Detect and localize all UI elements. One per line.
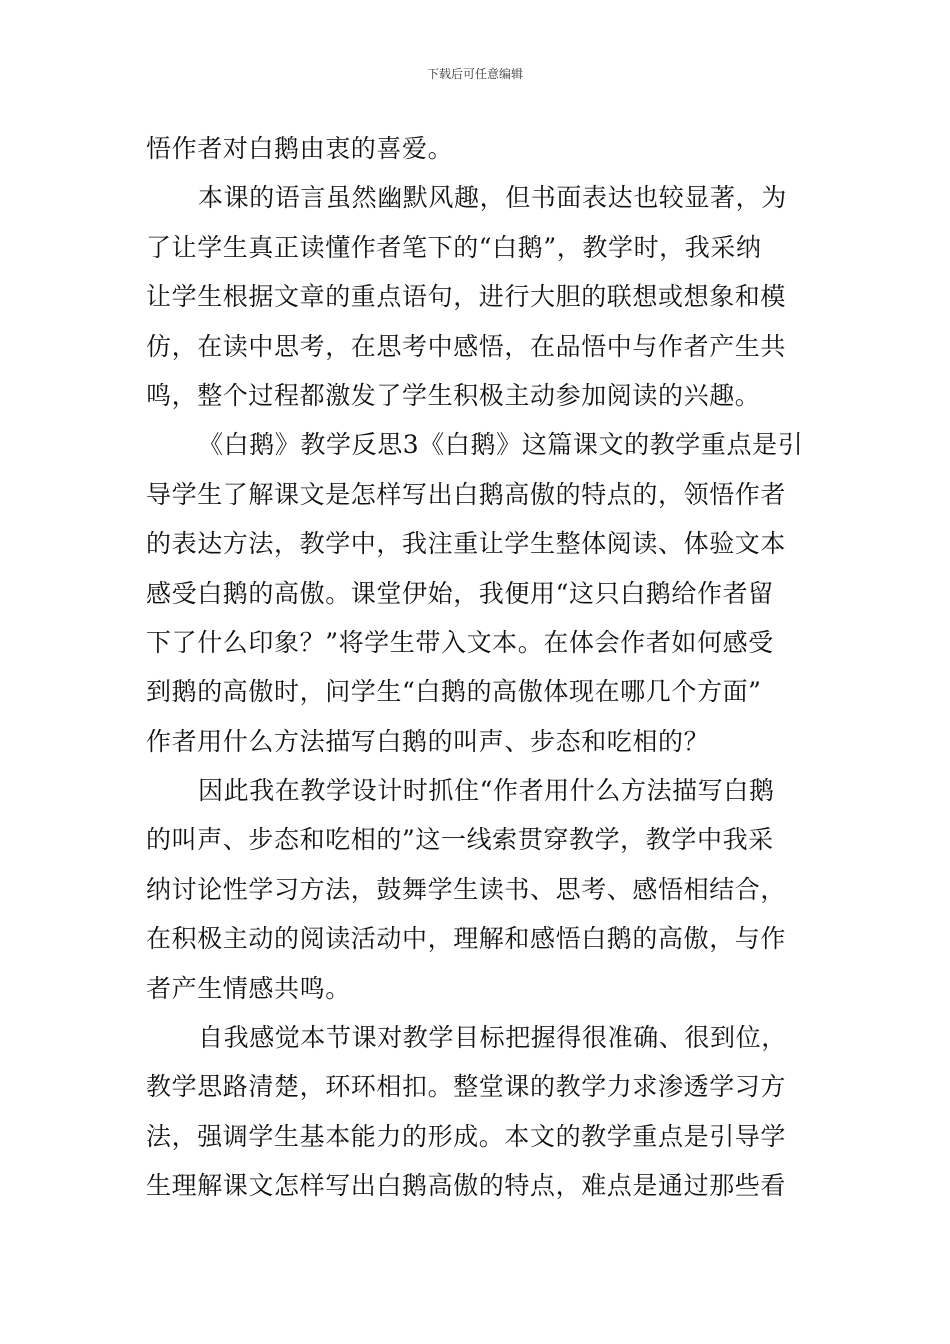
text-line: 了让学生真正读懂作者笔下的“白鹅”，教学时，我采纳 [146, 232, 762, 262]
document-body [146, 124, 806, 1211]
text-line: 作者用什么方法描写白鹅的叫声、步态和吃相的？ [146, 726, 710, 756]
text-line: 《白鹅》教学反思3《白鹅》这篇课文的教学重点是引 [198, 430, 804, 460]
text-line: 鸣，整个过程都激发了学生积极主动参加阅读的兴趣。 [146, 380, 761, 410]
text-line: 仿，在读中思考，在思考中感悟，在品悟中与作者产生共 [146, 331, 787, 361]
text-line: 的表达方法，教学中，我注重让学生整体阅读、体验文本 [146, 529, 787, 559]
text-line: 本课的语言虽然幽默风趣，但书面表达也较显著，为 [198, 183, 787, 213]
text-line: 感受白鹅的高傲。课堂伊始，我便用“这只白鹅给作者留 [146, 578, 774, 608]
text-line: 的叫声、步态和吃相的”这一线索贯穿教学，教学中我采 [146, 825, 774, 855]
text-line: 因此我在教学设计时抓住“作者用什么方法描写白鹅 [198, 776, 775, 806]
text-line: 者产生情感共鸣。 [146, 973, 351, 1003]
text-line: 法，强调学生基本能力的形成。本文的教学重点是引导学 [146, 1121, 787, 1151]
text-line: 让学生根据文章的重点语句，进行大胆的联想或想象和模 [146, 282, 787, 312]
text-line: 教学思路清楚，环环相扣。整堂课的教学力求渗透学习方 [146, 1072, 787, 1102]
text-line: 自我感觉本节课对教学目标把握得很准确、很到位， [198, 1023, 787, 1053]
text-line: 纳讨论性学习方法，鼓舞学生读书、思考、感悟相结合， [146, 874, 787, 904]
text-line: 悟作者对白鹅由衷的喜爱。 [146, 134, 454, 163]
text-line: 导学生了解课文是怎样写出白鹅高傲的特点的，领悟作者 [146, 479, 787, 509]
text-line: 到鹅的高傲时，问学生“白鹅的高傲体现在哪几个方面” [146, 677, 762, 707]
text-line: 生理解课文怎样写出白鹅高傲的特点，难点是通过那些看 [146, 1171, 787, 1201]
text-line: 在积极主动的阅读活动中，理解和感悟白鹅的高傲，与作 [146, 924, 787, 954]
page-header-note: 下载后可任意编辑 [426, 67, 523, 81]
text-line: 下了什么印象？”将学生带入文本。在体会作者如何感受 [146, 627, 774, 657]
